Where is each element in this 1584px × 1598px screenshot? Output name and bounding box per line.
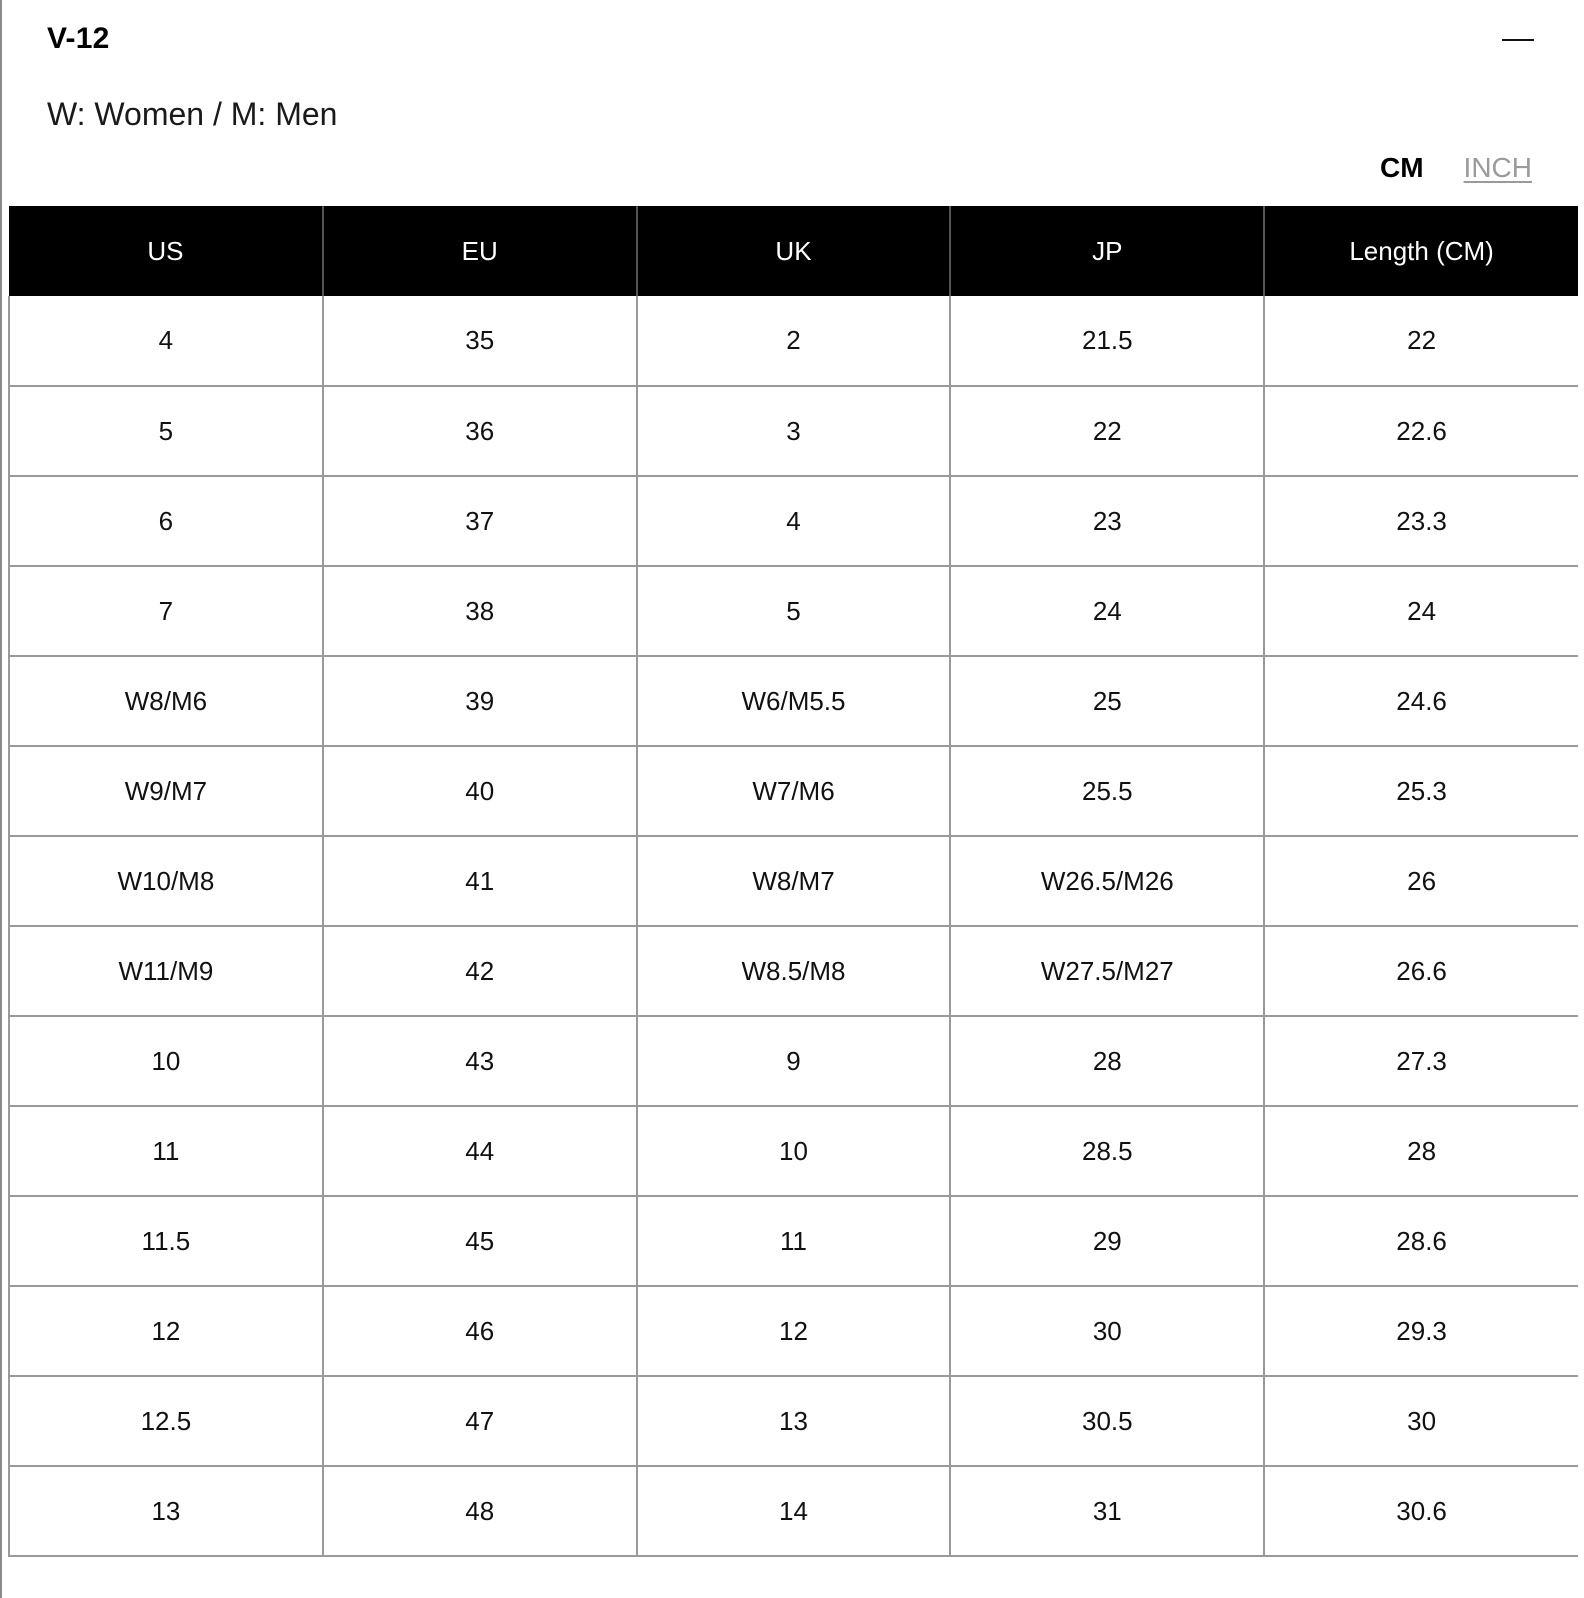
cell-us: 6 [9, 476, 323, 566]
cell-us: W10/M8 [9, 836, 323, 926]
cell-eu: 47 [323, 1376, 637, 1466]
column-header-uk: UK [637, 206, 951, 296]
table-row [9, 1016, 1578, 1106]
column-header-length: Length (CM) [1264, 206, 1578, 296]
cell-length: 26.6 [1264, 926, 1578, 1016]
unit-cm-option[interactable]: CM [1380, 152, 1424, 183]
cell-eu: 42 [323, 926, 637, 1016]
cell-length: 24.6 [1264, 656, 1578, 746]
cell-length: 28.6 [1264, 1196, 1578, 1286]
cell-eu: 36 [323, 386, 637, 476]
cell-jp: 21.5 [950, 296, 1264, 386]
cell-jp: 23 [950, 476, 1264, 566]
cell-length: 25.3 [1264, 746, 1578, 836]
cell-jp: 24 [950, 566, 1264, 656]
cell-eu: 46 [323, 1286, 637, 1376]
table-row [9, 1196, 1578, 1286]
cell-length: 27.3 [1264, 1016, 1578, 1106]
cell-us: 13 [9, 1466, 323, 1556]
cell-jp: 30 [950, 1286, 1264, 1376]
cell-length: 30.6 [1264, 1466, 1578, 1556]
cell-uk: 14 [637, 1466, 951, 1556]
cell-length: 24 [1264, 566, 1578, 656]
cell-eu: 44 [323, 1106, 637, 1196]
cell-uk: 9 [637, 1016, 951, 1106]
cell-us: 5 [9, 386, 323, 476]
cell-us: 7 [9, 566, 323, 656]
column-header-eu: EU [323, 206, 637, 296]
table-row [9, 746, 1578, 836]
cell-us: 10 [9, 1016, 323, 1106]
minus-icon [1502, 39, 1534, 41]
column-header-us: US [9, 206, 323, 296]
cell-jp: 30.5 [950, 1376, 1264, 1466]
cell-eu: 39 [323, 656, 637, 746]
product-title: V-12 [47, 22, 110, 55]
cell-us: 11.5 [9, 1196, 323, 1286]
cell-length: 22.6 [1264, 386, 1578, 476]
cell-length: 28 [1264, 1106, 1578, 1196]
table-row [9, 836, 1578, 926]
cell-eu: 48 [323, 1466, 637, 1556]
table-row [9, 926, 1578, 1016]
size-table [8, 206, 1578, 1557]
cell-length: 29.3 [1264, 1286, 1578, 1376]
cell-eu: 43 [323, 1016, 637, 1106]
cell-jp: 31 [950, 1466, 1264, 1556]
table-header-row [9, 206, 1578, 296]
table-row [9, 566, 1578, 656]
table-row [9, 656, 1578, 746]
cell-eu: 35 [323, 296, 637, 386]
table-row [9, 1286, 1578, 1376]
table-row [9, 1106, 1578, 1196]
cell-us: 4 [9, 296, 323, 386]
table-row [9, 1376, 1578, 1466]
gender-legend: W: Women / M: Men [47, 96, 338, 132]
cell-uk: W8/M7 [637, 836, 951, 926]
cell-eu: 41 [323, 836, 637, 926]
cell-jp: 25.5 [950, 746, 1264, 836]
cell-uk: 4 [637, 476, 951, 566]
column-header-jp: JP [950, 206, 1264, 296]
cell-uk: 10 [637, 1106, 951, 1196]
cell-jp: 29 [950, 1196, 1264, 1286]
unit-inch-option[interactable]: INCH [1463, 152, 1532, 183]
cell-jp: W26.5/M26 [950, 836, 1264, 926]
cell-eu: 40 [323, 746, 637, 836]
cell-uk: W8.5/M8 [637, 926, 951, 1016]
cell-uk: W7/M6 [637, 746, 951, 836]
cell-jp: 22 [950, 386, 1264, 476]
cell-uk: 12 [637, 1286, 951, 1376]
cell-uk: 3 [637, 386, 951, 476]
table-row [9, 476, 1578, 566]
cell-length: 23.3 [1264, 476, 1578, 566]
cell-eu: 45 [323, 1196, 637, 1286]
cell-jp: 28.5 [950, 1106, 1264, 1196]
cell-eu: 37 [323, 476, 637, 566]
cell-eu: 38 [323, 566, 637, 656]
cell-uk: 2 [637, 296, 951, 386]
table-row [9, 1466, 1578, 1556]
cell-length: 26 [1264, 836, 1578, 926]
cell-us: 12.5 [9, 1376, 323, 1466]
unit-toggle [1380, 152, 1532, 184]
cell-us: 12 [9, 1286, 323, 1376]
cell-jp: 28 [950, 1016, 1264, 1106]
cell-jp: W27.5/M27 [950, 926, 1264, 1016]
cell-us: W9/M7 [9, 746, 323, 836]
table-row [9, 386, 1578, 476]
collapse-button[interactable] [1500, 24, 1536, 56]
cell-length: 22 [1264, 296, 1578, 386]
table-row [9, 296, 1578, 386]
cell-us: W11/M9 [9, 926, 323, 1016]
cell-uk: 11 [637, 1196, 951, 1286]
cell-us: 11 [9, 1106, 323, 1196]
table-body [9, 296, 1578, 1556]
cell-uk: W6/M5.5 [637, 656, 951, 746]
cell-length: 30 [1264, 1376, 1578, 1466]
cell-us: W8/M6 [9, 656, 323, 746]
cell-uk: 13 [637, 1376, 951, 1466]
cell-uk: 5 [637, 566, 951, 656]
cell-jp: 25 [950, 656, 1264, 746]
